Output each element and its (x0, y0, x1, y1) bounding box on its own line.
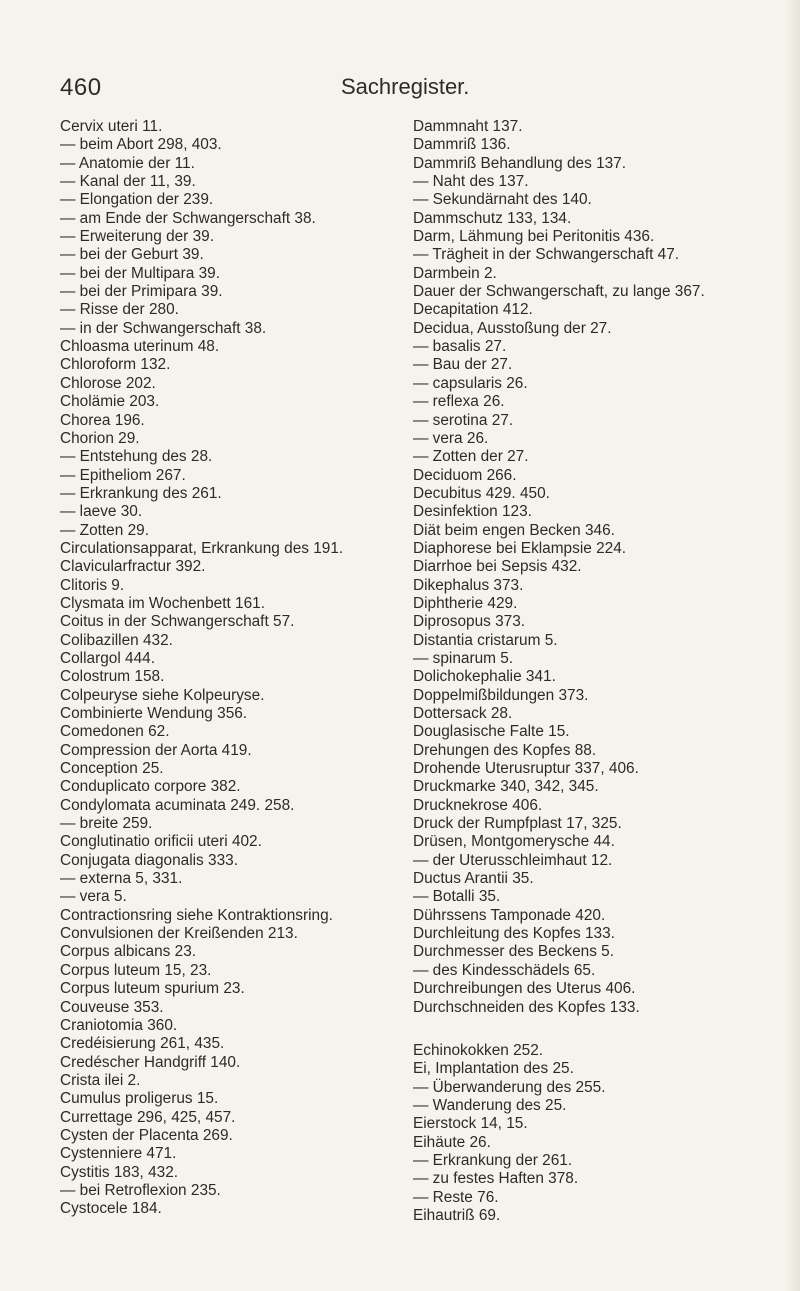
index-entry: — Bau der 27. (413, 356, 513, 374)
index-entry: Convulsionen der Kreißenden 213. (60, 925, 298, 943)
index-entry: Chorion 29. (60, 429, 140, 447)
index-entry: Dammschutz 133, 134. (413, 209, 572, 227)
index-entry: — Risse der 280. (60, 301, 179, 319)
index-entry: Conception 25. (60, 760, 164, 778)
index-entry: — vera 26. (413, 429, 489, 447)
index-entry: Clitoris 9. (60, 576, 125, 594)
index-entry: — Naht des 137. (413, 173, 529, 191)
index-entry: Durchreibungen des Uterus 406. (413, 980, 636, 998)
index-entry: Desinfektion 123. (413, 503, 532, 521)
index-entry: — Zotten der 27. (413, 448, 529, 466)
section-gap (413, 1017, 773, 1042)
index-entry: — Erweiterung der 39. (60, 228, 214, 246)
index-entry: Clavicularfractur 392. (60, 558, 206, 576)
index-section-e (413, 1042, 773, 1225)
index-entry: — capsularis 26. (413, 374, 528, 392)
index-entry: Darmbein 2. (413, 264, 497, 282)
index-entry: — bei der Primipara 39. (60, 283, 223, 301)
index-entry: — beim Abort 298, 403. (60, 136, 222, 154)
index-entry: Drohende Uterusruptur 337, 406. (413, 760, 639, 778)
index-entry: Clysmata im Wochenbett 161. (60, 594, 266, 612)
index-entry: Drüsen, Montgomerysche 44. (413, 833, 615, 851)
index-entry: Deciduom 266. (413, 466, 517, 484)
index-entry: — am Ende der Schwangerschaft 38. (60, 209, 316, 227)
index-entry: Dammriß Behandlung des 137. (413, 154, 627, 172)
index-entry: Chorea 196. (60, 411, 145, 429)
index-entry: Diprosopus 373. (413, 613, 526, 631)
index-entry: Dührssens Tamponade 420. (413, 906, 606, 924)
index-entry: Douglasische Falte 15. (413, 723, 570, 741)
index-entry: Coitus in der Schwangerschaft 57. (60, 613, 295, 631)
index-entry: — breite 259. (60, 815, 153, 833)
index-entry: Dottersack 28. (413, 705, 513, 722)
index-entry: Cervix uteri 11. (60, 118, 163, 135)
index-entry: Cumulus proligerus 15. (60, 1090, 219, 1108)
index-entry: — reflexa 26. (413, 393, 505, 411)
index-entry: Dikephalus 373. (413, 576, 524, 594)
index-entry: — zu festes Haften 378. (413, 1170, 579, 1188)
index-entry: Credéscher Handgriff 140. (60, 1053, 241, 1071)
index-entry: Eihautriß 69. (413, 1206, 501, 1224)
index-entry: — Zotten 29. (60, 521, 149, 539)
index-entry: Conglutinatio orificii uteri 402. (60, 833, 262, 851)
index-entry: Ei, Implantation des 25. (413, 1060, 574, 1078)
index-entry: — spinarum 5. (413, 649, 514, 667)
index-entry: — bei der Geburt 39. (60, 246, 204, 264)
index-entry: — externa 5, 331. (60, 870, 183, 888)
index-entry: Chlorose 202. (60, 374, 156, 392)
index-entry: Drucknekrose 406. (413, 796, 543, 814)
index-entry: Diaphorese bei Eklampsie 224. (413, 539, 627, 557)
index-entry: Eihäute 26. (413, 1133, 491, 1151)
index-entry: — des Kindesschädels 65. (413, 961, 596, 979)
index-entry: Durchschneiden des Kopfes 133. (413, 998, 640, 1016)
index-entry: — bei Retroflexion 235. (60, 1181, 221, 1199)
index-entry: Chloroform 132. (60, 356, 171, 374)
index-entry: Cystenniere 471. (60, 1145, 177, 1163)
index-entry: Cystitis 183, 432. (60, 1163, 179, 1181)
index-entry: Conjugata diagonalis 333. (60, 851, 238, 869)
index-entry: — Entstehung des 28. (60, 448, 213, 466)
index-entry: — laeve 30. (60, 503, 143, 521)
index-entry: — bei der Multipara 39. (60, 264, 220, 282)
index-entry: Corpus albicans 23. (60, 943, 197, 961)
index-entry: Dolichokephalie 341. (413, 668, 556, 686)
index-entry: Diarrhoe bei Sepsis 432. (413, 558, 582, 576)
index-entry: Diphtherie 429. (413, 594, 518, 612)
index-entry: Condylomata acuminata 249. 258. (60, 796, 295, 814)
index-entry: Colibazillen 432. (60, 631, 173, 649)
index-entry: Druckmarke 340, 342, 345. (413, 778, 599, 796)
index-entry: Circulationsapparat, Erkrankung des 191. (60, 539, 344, 557)
page-edge-shadow (786, 0, 800, 1291)
index-entry: Decapitation 412. (413, 301, 533, 319)
index-entry: Durchleitung des Kopfes 133. (413, 925, 615, 943)
index-section-d (413, 118, 773, 1017)
index-entry: — in der Schwangerschaft 38. (60, 319, 267, 337)
index-entry: Diät beim engen Becken 346. (413, 521, 615, 539)
index-entry: Colpeuryse siehe Kolpeuryse. (60, 686, 265, 704)
index-entry: Corpus luteum spurium 23. (60, 980, 245, 998)
index-entry: Drehungen des Kopfes 88. (413, 741, 597, 759)
index-entry: Dauer der Schwangerschaft, zu lange 367. (413, 283, 705, 301)
index-entry: — Elongation der 239. (60, 191, 214, 209)
index-entry: — Sekundärnaht des 140. (413, 191, 592, 209)
running-head: Sachregister. (341, 74, 470, 99)
index-entry: — Epitheliom 267. (60, 466, 186, 484)
index-entry: — Reste 76. (413, 1188, 499, 1206)
index-entry: Cysten der Placenta 269. (60, 1126, 233, 1144)
index-entry: Decidua, Ausstoßung der 27. (413, 319, 612, 337)
index-entry: Chloasma uterinum 48. (60, 338, 220, 356)
index-entry: Compression der Aorta 419. (60, 741, 252, 759)
index-entry: Cystocele 184. (60, 1200, 162, 1218)
index-entry: Credéisierung 261, 435. (60, 1035, 225, 1053)
index-entry: Durchmesser des Beckens 5. (413, 943, 615, 961)
index-entry: — Kanal der 11, 39. (60, 173, 196, 191)
index-entry: Comedonen 62. (60, 723, 170, 741)
index-entry: — Erkrankung des 261. (60, 484, 222, 502)
index-entry: — Trägheit in der Schwangerschaft 47. (413, 246, 680, 264)
index-entry: Dammriß 136. (413, 136, 511, 154)
index-entry: — der Uterusschleimhaut 12. (413, 851, 613, 869)
index-entry: — Überwanderung des 255. (413, 1078, 606, 1096)
index-entry: Ductus Arantii 35. (413, 870, 534, 888)
index-entry: Doppelmißbildungen 373. (413, 686, 589, 704)
index-entry: Contractionsring siehe Kontraktionsring. (60, 906, 333, 924)
index-column-right (413, 118, 773, 1225)
index-entry: Colostrum 158. (60, 668, 165, 686)
index-entry: Dammnaht 137. (413, 118, 523, 135)
page-number: 460 (60, 74, 102, 101)
index-entry: Darm, Lähmung bei Peritonitis 436. (413, 228, 655, 246)
index-entry: Corpus luteum 15, 23. (60, 961, 212, 979)
index-entry: — Wanderung des 25. (413, 1096, 567, 1114)
index-entry: Distantia cristarum 5. (413, 631, 558, 649)
index-entry: — Anatomie der 11. (60, 154, 195, 172)
index-entry: Cholämie 203. (60, 393, 160, 411)
index-entry: Druck der Rumpfplast 17, 325. (413, 815, 622, 833)
index-entry: — Botalli 35. (413, 888, 501, 906)
index-entry: Couveuse 353. (60, 998, 164, 1016)
index-entry: Currettage 296, 425, 457. (60, 1108, 236, 1126)
index-entry: Craniotomia 360. (60, 1016, 178, 1034)
index-column-left (60, 118, 410, 1219)
index-entry: Echinokokken 252. (413, 1041, 544, 1059)
index-entry: Collargol 444. (60, 649, 155, 667)
index-entry: — serotina 27. (413, 411, 514, 429)
index-entry: — vera 5. (60, 888, 127, 906)
index-entry: Combinierte Wendung 356. (60, 705, 248, 722)
index-entry: Conduplicato corpore 382. (60, 778, 241, 796)
index-entry: Crista ilei 2. (60, 1071, 141, 1089)
index-entry: Decubitus 429. 450. (413, 484, 550, 502)
index-entry: Eierstock 14, 15. (413, 1115, 528, 1133)
index-entry: — basalis 27. (413, 338, 507, 356)
index-entry: — Erkrankung der 261. (413, 1151, 573, 1169)
